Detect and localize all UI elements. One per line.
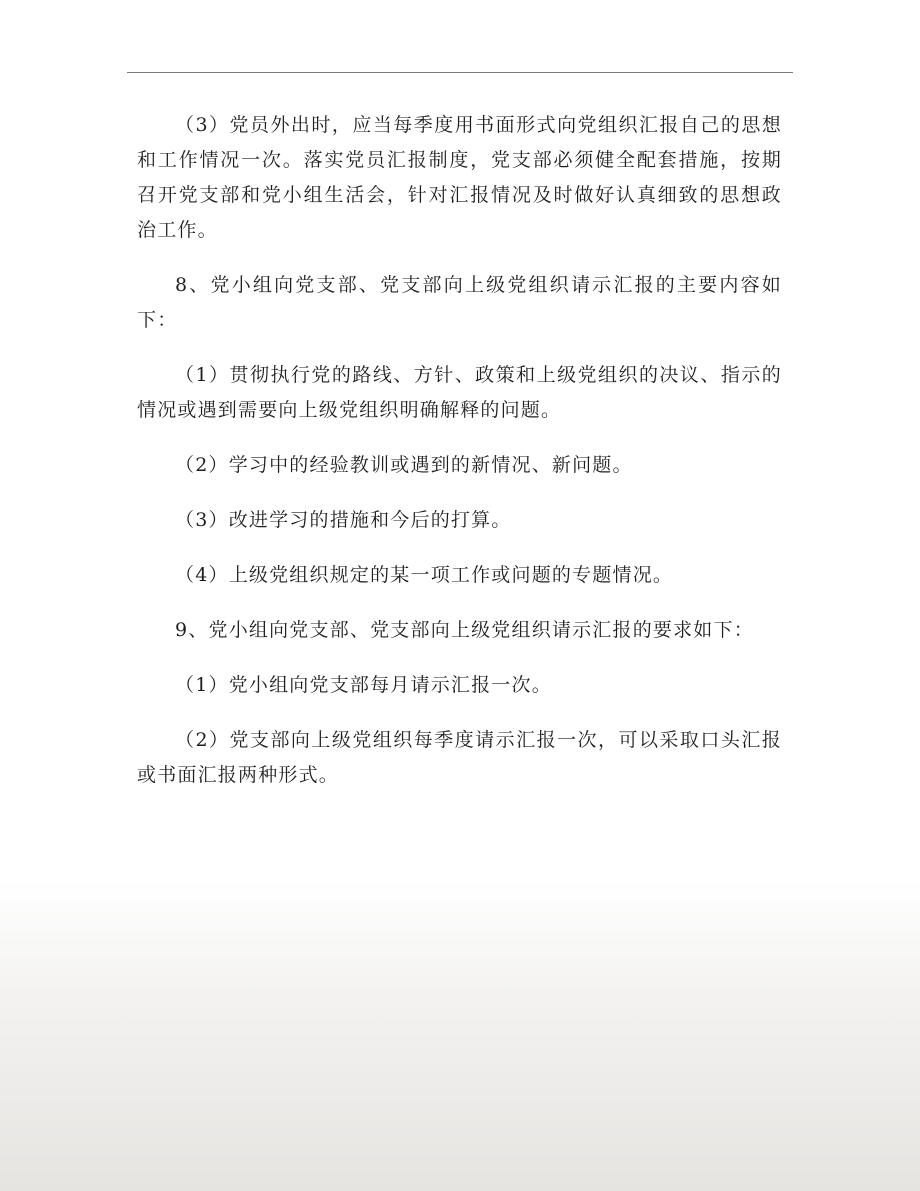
header-rule <box>127 72 793 73</box>
paragraph-1: （3）党员外出时，应当每季度用书面形式向党组织汇报自己的思想和工作情况一次。落实党员汇报制度，党支部必须健全配套措施，按期召开党支部和党小组生活会，针对汇报情况及时做好认真细致的思想政治工作。 <box>137 114 782 241</box>
document-body <box>137 108 782 813</box>
paragraph-3: （1）贯彻执行党的路线、方针、政策和上级党组织的决议、指示的情况或遇到需要向上级党组织明确解释的问题。 <box>137 364 782 421</box>
paragraph-7: 9、党小组向党支部、党支部向上级党组织请示汇报的要求如下： <box>175 619 754 641</box>
paragraph-4: （2）学习中的经验教训或遇到的新情况、新问题。 <box>175 454 633 476</box>
paragraph-6: （4）上级党组织规定的某一项工作或问题的专题情况。 <box>175 564 674 586</box>
paragraph-5: （3）改进学习的措施和今后的打算。 <box>175 509 512 531</box>
paragraph-2: 8、党小组向党支部、党支部向上级党组织请示汇报的主要内容如下： <box>137 274 782 331</box>
paragraph-9: （2）党支部向上级党组织每季度请示汇报一次，可以采取口头汇报或书面汇报两种形式。 <box>137 729 782 786</box>
paragraph-8: （1）党小组向党支部每月请示汇报一次。 <box>175 674 552 696</box>
